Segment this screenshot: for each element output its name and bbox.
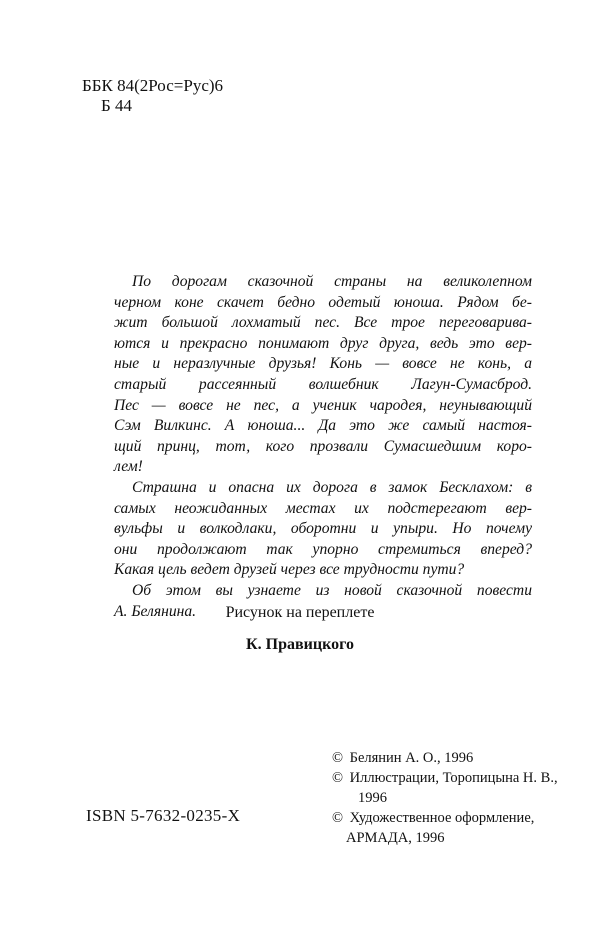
annotation-paragraph-2: [114, 478, 532, 581]
annotation-line: Сэм Вилкинс. А юноша... Да это же самый настоя-: [114, 417, 532, 435]
copyright-icon: ©: [332, 810, 344, 826]
annotation-line: самых неожиданных местах их подстерегают вер-: [114, 499, 532, 517]
annotation-line: Об этом вы узнаете из новой сказочной повести: [132, 581, 532, 599]
copyright-illustrations-year: 1996: [358, 790, 387, 806]
cover-art-label: Рисунок на переплете: [225, 604, 375, 621]
copyright-row: [332, 828, 558, 848]
copyright-row: [332, 768, 558, 788]
annotation-line: ные и неразлучные друзья! Конь — вовсе не конь, а: [114, 355, 532, 373]
copyright-block: [332, 748, 558, 848]
cover-artist-name: К. Правицкого: [246, 636, 354, 653]
copyright-icon: ©: [332, 770, 344, 786]
annotation-paragraph-1: [114, 272, 532, 478]
bbk-author-index: Б 44: [101, 96, 133, 115]
copyright-row: [332, 748, 558, 768]
copyright-row: [332, 808, 558, 828]
copyright-illustrations: Иллюстрации, Торопицына Н. В.,: [349, 770, 558, 786]
annotation-line: По дорогам сказочной страны на великолепном: [132, 273, 532, 290]
copyright-author: Белянин А. О., 1996: [349, 750, 474, 766]
annotation-line: старый рассеянный волшебник Лагун-Сумасброд.: [114, 375, 532, 393]
bbk-code: ББК 84(2Рос=Рус)6: [82, 76, 224, 95]
copyright-row: [332, 788, 558, 808]
annotation-line: А. Белянина.: [114, 602, 197, 620]
copyright-design: Художественное оформление,: [349, 810, 535, 826]
copyright-publisher: АРМАДА, 1996: [346, 830, 445, 846]
annotation-line: щий принц, тот, кого прозвали Сумасшедшим коро-: [114, 437, 532, 455]
annotation-line: ются и прекрасно понимают друг друга, ведь это вер-: [114, 334, 532, 352]
annotation-line: Страшна и опасна их дорога в замок Бесклахом: в: [132, 478, 532, 496]
copyright-icon: ©: [332, 750, 344, 766]
bbk-block: [82, 76, 223, 116]
annotation-line: Пес — вовсе не пес, а ученик чародея, неунывающий: [114, 396, 532, 414]
annotation-line: лем!: [114, 458, 143, 476]
annotation: [114, 272, 532, 622]
annotation-line: они продолжают так упорно стремиться вперед?: [114, 540, 532, 558]
annotation-line: жит большой лохматый пес. Все трое переговарива-: [114, 314, 532, 332]
annotation-line: Какая цель ведет друзей через все трудности пути?: [114, 561, 465, 579]
annotation-line: черном коне скачет бедно одетый юноша. Рядом бе-: [114, 293, 532, 311]
annotation-line: вульфы и волкодлаки, оборотни и упыри. Но почему: [114, 520, 532, 538]
isbn: ISBN 5-7632-0235-X: [86, 806, 241, 825]
